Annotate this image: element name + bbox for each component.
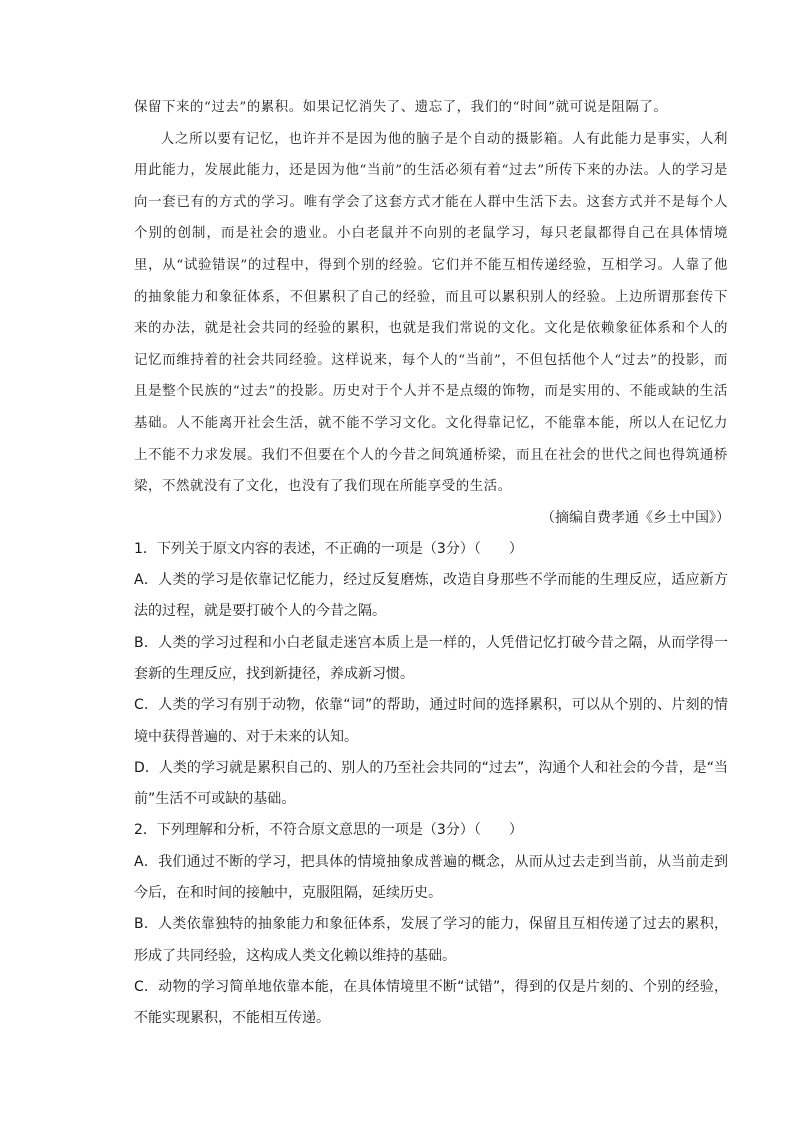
question-2-stem: 2．下列理解和分析，不符合原文意思的一项是（3分）（ ） — [134, 822, 523, 839]
question-2-option-a: A．我们通过不断的学习，把具体的情境抽象成普遍的概念，从而从过去走到当前，从当前走到今后，在和时间的接触中，克服阻隔，延续历史。 — [134, 853, 728, 901]
question-2 — [134, 815, 728, 1034]
passage-paragraph-2: 人之所以要有记忆，也许并不是因为他的脑子是个自动的摄影箱。人有此能力是事实，人利用此能力，发展此能力，还是因为他“当前”的生活必须有着“过去”所传下来的办法。人的学习是向一套已有的方式的学习。唯有学会了这套方式才能在人群中生活下去。这套方式并不是每个人个别的创制，而是社会的遗业。小白老鼠并不向别的老鼠学习，每只老鼠都得自己在具体情境里，从“试验错误”的过程中，得到个别的经验。它们并不能互相传递经验，互相学习。人靠了他的抽象能力和象征体系，不但累积了自己的经验，而且可以累积别人的经验。上边所谓那套传下来的办法，就是社会共同的经验的累积，也就是我们常说的文化。文化是依赖象征体系和个人的记忆而维持着的社会共同经验。这样说来，每个人的“当前”，不但包括他个人“过去”的投影，而且是整个民族的“过去”的投影。历史对于个人并不是点缀的饰物，而是实用的、不能或缺的生活基础。人不能离开社会生活，就不能不学习文化。文化得靠记忆，不能靠本能，所以人在记忆力上不能不力求发展。我们不但要在个人的今昔之间筑通桥梁，而且在社会的世代之间也得筑通桥梁，不然就没有了文化，也没有了我们现在所能享受的生活。 — [134, 131, 728, 495]
question-2-option-b: B．人类依靠独特的抽象能力和象征体系，发展了学习的能力，保留且互相传递了过去的累积，形成了共同经验，这构成人类文化赖以维持的基础。 — [134, 916, 728, 964]
question-1 — [134, 534, 728, 816]
question-1-option-c: C．人类的学习有别于动物，依靠“词”的帮助，通过时间的选择累积，可以从个别的、片刻的情境中获得普遍的、对于未来的认知。 — [134, 697, 728, 745]
question-2-option-c: C．动物的学习简单地依靠本能，在具体情境里不断“试错”，得到的仅是片刻的、个别的经验，不能实现累积，不能相互传递。 — [134, 978, 728, 1027]
question-1-option-d: D．人类的学习就是累积自己的、别人的乃至社会共同的“过去”，沟通个人和社会的今昔，是“当前”生活不可或缺的基础。 — [134, 759, 728, 808]
reading-passage — [134, 92, 728, 503]
question-list — [134, 534, 728, 1035]
passage-source: （摘编自费孝通《乡土中国》） — [541, 509, 730, 526]
question-1-option-a: A．人类的学习是依靠记忆能力，经过反复磨炼，改造自身那些不学而能的生理反应，适应新方法的过程，就是要打破个人的今昔之隔。 — [134, 572, 728, 620]
passage-paragraph-1-tail: 保留下来的“过去”的累积。如果记忆消失了、遗忘了，我们的“时间”就可说是阻隔了。 — [134, 100, 668, 115]
question-1-option-b: B．人类的学习过程和小白老鼠走迷宫本质上是一样的，人凭借记忆打破今昔之隔，从而学得一套新的生理反应，找到新捷径，养成新习惯。 — [134, 634, 728, 682]
question-1-stem: 1．下列关于原文内容的表述，不正确的一项是（3分）（ ） — [134, 540, 523, 557]
